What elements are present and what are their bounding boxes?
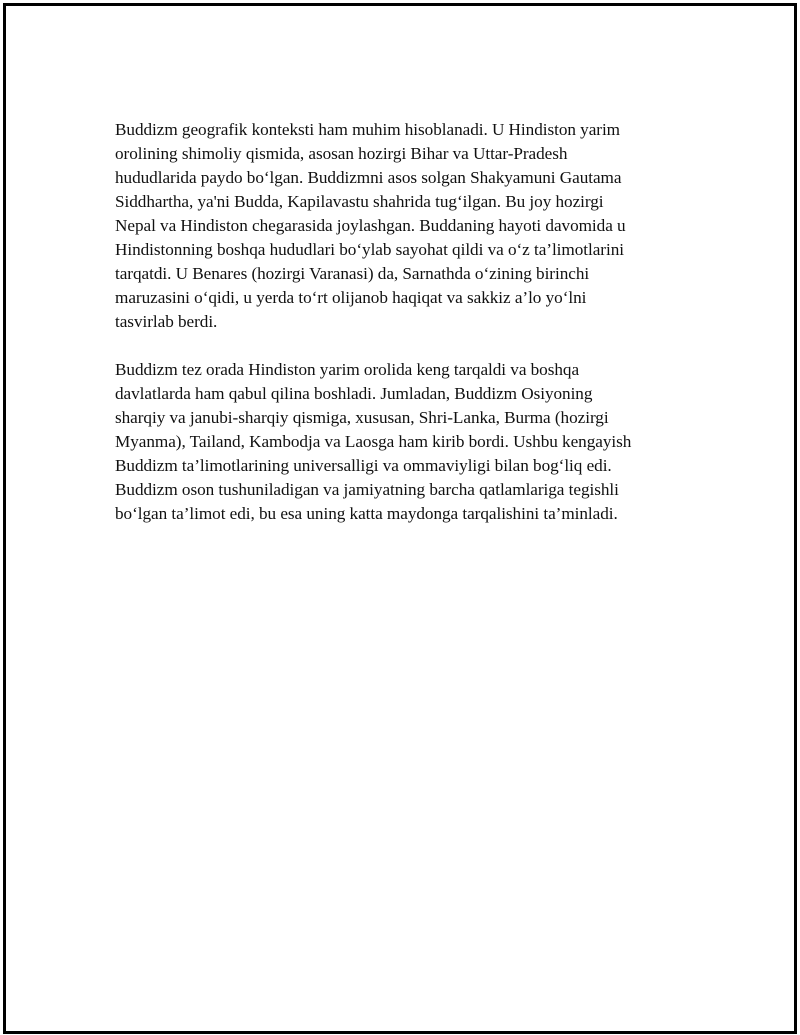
text-line: Nepal va Hindiston chegarasida joylashgan. Buddaning hayoti davomida u [115, 216, 626, 235]
text-line: davlatlarda ham qabul qilina boshladi. Jumladan, Buddizm Osiyoning [115, 384, 593, 403]
text-line: Myanma), Tailand, Kambodja va Laosga ham kirib bordi. Ushbu kengayish [115, 432, 632, 451]
text-line: Buddizm geografik konteksti ham muhim hisoblanadi. U Hindiston yarim [115, 120, 621, 139]
text-line: hududlarida paydo bo‘lgan. Buddizmni asos solgan Shakyamuni Gautama [115, 168, 622, 187]
text-line: Hindistonning boshqa hududlari bo‘ylab sayohat qildi va o‘z ta’limotlarini [115, 240, 624, 259]
paragraph-2 [115, 358, 695, 526]
text-line: Buddizm tez orada Hindiston yarim orolida keng tarqaldi va boshqa [115, 360, 580, 379]
text-line: Siddhartha, ya'ni Budda, Kapilavastu shahrida tug‘ilgan. Bu joy hozirgi [115, 192, 604, 211]
text-line: tarqatdi. U Benares (hozirgi Varanasi) da, Sarnathda o‘zining birinchi [115, 264, 590, 283]
document-body [115, 118, 695, 550]
text-line: Buddizm ta’limotlarining universalligi va ommaviyligi bilan bog‘liq edi. [115, 456, 612, 475]
text-line: sharqiy va janubi-sharqiy qismiga, xususan, Shri-Lanka, Burma (hozirgi [115, 408, 609, 427]
text-line: maruzasini o‘qidi, u yerda to‘rt olijanob haqiqat va sakkiz a’lo yo‘lni [115, 288, 587, 307]
text-line: tasvirlab berdi. [115, 312, 218, 331]
text-line: Buddizm oson tushuniladigan va jamiyatning barcha qatlamlariga tegishli [115, 480, 619, 499]
paragraph-1 [115, 118, 695, 334]
text-line: orolining shimoliy qismida, asosan hozirgi Bihar va Uttar-Pradesh [115, 144, 568, 163]
text-line: bo‘lgan ta’limot edi, bu esa uning katta maydonga tarqalishini ta’minladi. [115, 504, 618, 523]
